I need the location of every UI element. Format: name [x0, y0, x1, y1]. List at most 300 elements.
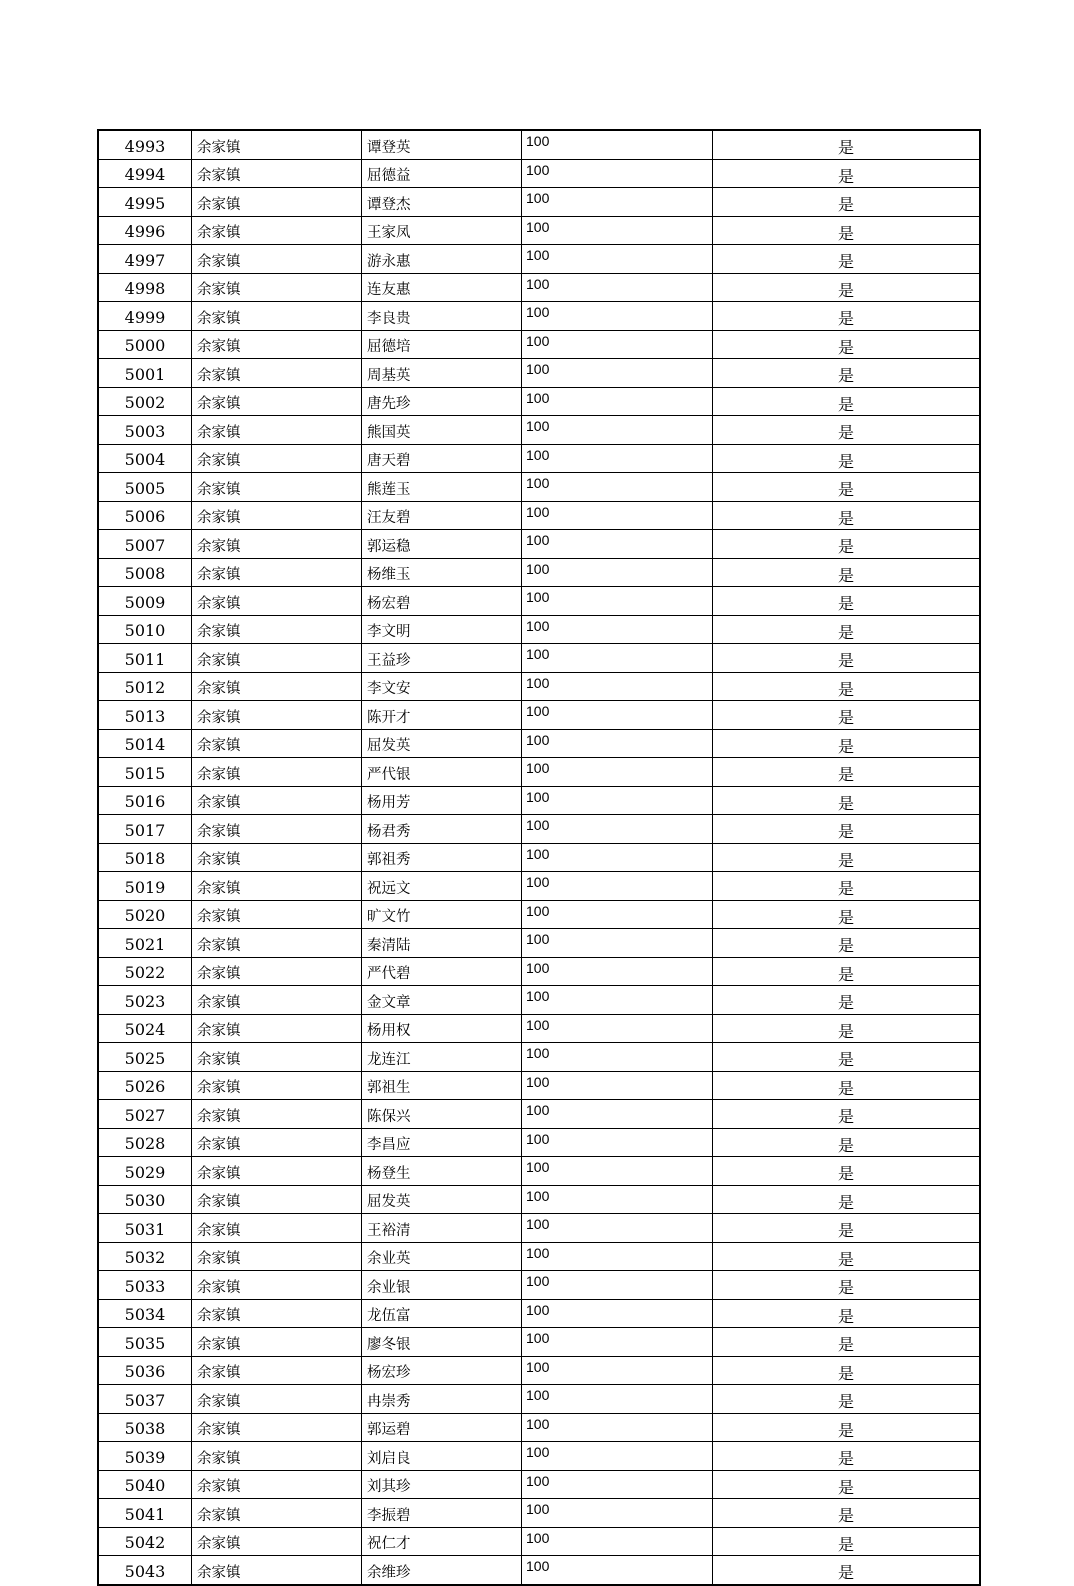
amount-cell: 100 — [522, 473, 713, 502]
status-cell: 是 — [713, 672, 981, 701]
status-cell: 是 — [713, 530, 981, 559]
amount-cell: 100 — [522, 1470, 713, 1499]
town-cell: 余家镇 — [192, 1100, 362, 1129]
table-row — [98, 302, 980, 331]
table-row — [98, 786, 980, 815]
town-cell: 余家镇 — [192, 900, 362, 929]
row-number-cell: 5020 — [98, 900, 192, 929]
status-cell: 是 — [713, 587, 981, 616]
town-cell: 余家镇 — [192, 501, 362, 530]
amount-cell: 100 — [522, 188, 713, 217]
row-number-cell: 5025 — [98, 1043, 192, 1072]
row-number-cell: 5035 — [98, 1328, 192, 1357]
town-cell: 余家镇 — [192, 330, 362, 359]
person-name-cell: 李文明 — [362, 615, 522, 644]
town-cell: 余家镇 — [192, 587, 362, 616]
table-row — [98, 1100, 980, 1129]
row-number-cell: 5004 — [98, 444, 192, 473]
row-number-cell: 5042 — [98, 1527, 192, 1556]
amount-cell: 100 — [522, 1556, 713, 1585]
row-number-cell: 5039 — [98, 1442, 192, 1471]
table-row — [98, 672, 980, 701]
amount-cell: 100 — [522, 1527, 713, 1556]
status-cell: 是 — [713, 872, 981, 901]
table-row — [98, 900, 980, 929]
row-number-cell: 5007 — [98, 530, 192, 559]
person-name-cell: 刘启良 — [362, 1442, 522, 1471]
town-cell: 余家镇 — [192, 245, 362, 274]
status-cell: 是 — [713, 786, 981, 815]
town-cell: 余家镇 — [192, 159, 362, 188]
row-number-cell: 5019 — [98, 872, 192, 901]
row-number-cell: 5013 — [98, 701, 192, 730]
status-cell: 是 — [713, 1356, 981, 1385]
town-cell: 余家镇 — [192, 615, 362, 644]
person-name-cell: 郭运稳 — [362, 530, 522, 559]
roster-table — [97, 129, 981, 1586]
person-name-cell: 屈发英 — [362, 1185, 522, 1214]
table-row — [98, 1328, 980, 1357]
town-cell: 余家镇 — [192, 1071, 362, 1100]
town-cell: 余家镇 — [192, 1413, 362, 1442]
row-number-cell: 5011 — [98, 644, 192, 673]
person-name-cell: 谭登英 — [362, 130, 522, 159]
town-cell: 余家镇 — [192, 644, 362, 673]
person-name-cell: 唐先珍 — [362, 387, 522, 416]
town-cell: 余家镇 — [192, 758, 362, 787]
row-number-cell: 5017 — [98, 815, 192, 844]
table-row — [98, 416, 980, 445]
person-name-cell: 余维珍 — [362, 1556, 522, 1585]
town-cell: 余家镇 — [192, 302, 362, 331]
table-row — [98, 245, 980, 274]
person-name-cell: 郭祖秀 — [362, 843, 522, 872]
town-cell: 余家镇 — [192, 701, 362, 730]
person-name-cell: 冉崇秀 — [362, 1385, 522, 1414]
town-cell: 余家镇 — [192, 1356, 362, 1385]
person-name-cell: 刘其珍 — [362, 1470, 522, 1499]
status-cell: 是 — [713, 644, 981, 673]
person-name-cell: 杨维玉 — [362, 558, 522, 587]
person-name-cell: 李文安 — [362, 672, 522, 701]
town-cell: 余家镇 — [192, 929, 362, 958]
amount-cell: 100 — [522, 701, 713, 730]
person-name-cell: 周基英 — [362, 359, 522, 388]
row-number-cell: 5034 — [98, 1299, 192, 1328]
table-row — [98, 1185, 980, 1214]
table-row — [98, 1470, 980, 1499]
status-cell: 是 — [713, 1100, 981, 1129]
status-cell: 是 — [713, 758, 981, 787]
status-cell: 是 — [713, 1014, 981, 1043]
table-row — [98, 501, 980, 530]
row-number-cell: 5037 — [98, 1385, 192, 1414]
row-number-cell: 4998 — [98, 273, 192, 302]
town-cell: 余家镇 — [192, 359, 362, 388]
town-cell: 余家镇 — [192, 1499, 362, 1528]
person-name-cell: 杨宏碧 — [362, 587, 522, 616]
table-row — [98, 1242, 980, 1271]
table-row — [98, 957, 980, 986]
town-cell: 余家镇 — [192, 1185, 362, 1214]
row-number-cell: 5018 — [98, 843, 192, 872]
status-cell: 是 — [713, 273, 981, 302]
person-name-cell: 唐天碧 — [362, 444, 522, 473]
person-name-cell: 余业英 — [362, 1242, 522, 1271]
amount-cell: 100 — [522, 273, 713, 302]
table-row — [98, 473, 980, 502]
town-cell: 余家镇 — [192, 1014, 362, 1043]
table-row — [98, 1071, 980, 1100]
amount-cell: 100 — [522, 900, 713, 929]
amount-cell: 100 — [522, 1442, 713, 1471]
town-cell: 余家镇 — [192, 216, 362, 245]
status-cell: 是 — [713, 558, 981, 587]
status-cell: 是 — [713, 900, 981, 929]
person-name-cell: 陈开才 — [362, 701, 522, 730]
person-name-cell: 连友惠 — [362, 273, 522, 302]
amount-cell: 100 — [522, 444, 713, 473]
amount-cell: 100 — [522, 872, 713, 901]
table-row — [98, 1043, 980, 1072]
table-row — [98, 644, 980, 673]
status-cell: 是 — [713, 615, 981, 644]
row-number-cell: 5030 — [98, 1185, 192, 1214]
town-cell: 余家镇 — [192, 558, 362, 587]
amount-cell: 100 — [522, 843, 713, 872]
person-name-cell: 秦清陆 — [362, 929, 522, 958]
town-cell: 余家镇 — [192, 387, 362, 416]
status-cell: 是 — [713, 1385, 981, 1414]
town-cell: 余家镇 — [192, 1385, 362, 1414]
status-cell: 是 — [713, 1157, 981, 1186]
amount-cell: 100 — [522, 1499, 713, 1528]
amount-cell: 100 — [522, 1043, 713, 1072]
row-number-cell: 5031 — [98, 1214, 192, 1243]
amount-cell: 100 — [522, 558, 713, 587]
person-name-cell: 严代碧 — [362, 957, 522, 986]
status-cell: 是 — [713, 815, 981, 844]
amount-cell: 100 — [522, 1071, 713, 1100]
town-cell: 余家镇 — [192, 1328, 362, 1357]
status-cell: 是 — [713, 1271, 981, 1300]
row-number-cell: 5036 — [98, 1356, 192, 1385]
table-row — [98, 558, 980, 587]
amount-cell: 100 — [522, 216, 713, 245]
amount-cell: 100 — [522, 1100, 713, 1129]
row-number-cell: 4993 — [98, 130, 192, 159]
status-cell: 是 — [713, 986, 981, 1015]
table-row — [98, 587, 980, 616]
table-row — [98, 444, 980, 473]
status-cell: 是 — [713, 1071, 981, 1100]
row-number-cell: 5003 — [98, 416, 192, 445]
table-row — [98, 729, 980, 758]
person-name-cell: 杨登生 — [362, 1157, 522, 1186]
table-row — [98, 843, 980, 872]
town-cell: 余家镇 — [192, 130, 362, 159]
status-cell: 是 — [713, 330, 981, 359]
row-number-cell: 5021 — [98, 929, 192, 958]
table-row — [98, 1014, 980, 1043]
table-row — [98, 1556, 980, 1585]
table-row — [98, 986, 980, 1015]
amount-cell: 100 — [522, 1157, 713, 1186]
status-cell: 是 — [713, 359, 981, 388]
amount-cell: 100 — [522, 729, 713, 758]
row-number-cell: 5002 — [98, 387, 192, 416]
row-number-cell: 5010 — [98, 615, 192, 644]
town-cell: 余家镇 — [192, 815, 362, 844]
table-row — [98, 1413, 980, 1442]
table-row — [98, 1385, 980, 1414]
town-cell: 余家镇 — [192, 1271, 362, 1300]
amount-cell: 100 — [522, 1128, 713, 1157]
amount-cell: 100 — [522, 1328, 713, 1357]
table-row — [98, 1271, 980, 1300]
amount-cell: 100 — [522, 130, 713, 159]
amount-cell: 100 — [522, 815, 713, 844]
person-name-cell: 熊国英 — [362, 416, 522, 445]
status-cell: 是 — [713, 1043, 981, 1072]
row-number-cell: 5015 — [98, 758, 192, 787]
person-name-cell: 游永惠 — [362, 245, 522, 274]
person-name-cell: 廖冬银 — [362, 1328, 522, 1357]
row-number-cell: 5033 — [98, 1271, 192, 1300]
person-name-cell: 熊莲玉 — [362, 473, 522, 502]
row-number-cell: 5012 — [98, 672, 192, 701]
town-cell: 余家镇 — [192, 273, 362, 302]
table-row — [98, 216, 980, 245]
status-cell: 是 — [713, 245, 981, 274]
town-cell: 余家镇 — [192, 530, 362, 559]
amount-cell: 100 — [522, 786, 713, 815]
person-name-cell: 屈发英 — [362, 729, 522, 758]
table-row — [98, 701, 980, 730]
table-row — [98, 387, 980, 416]
status-cell: 是 — [713, 1413, 981, 1442]
person-name-cell: 李振碧 — [362, 1499, 522, 1528]
status-cell: 是 — [713, 843, 981, 872]
status-cell: 是 — [713, 729, 981, 758]
row-number-cell: 5043 — [98, 1556, 192, 1585]
town-cell: 余家镇 — [192, 843, 362, 872]
amount-cell: 100 — [522, 530, 713, 559]
amount-cell: 100 — [522, 615, 713, 644]
person-name-cell: 杨君秀 — [362, 815, 522, 844]
row-number-cell: 5016 — [98, 786, 192, 815]
status-cell: 是 — [713, 1556, 981, 1585]
table-row — [98, 1299, 980, 1328]
amount-cell: 100 — [522, 245, 713, 274]
table-row — [98, 359, 980, 388]
row-number-cell: 5032 — [98, 1242, 192, 1271]
status-cell: 是 — [713, 929, 981, 958]
row-number-cell: 5006 — [98, 501, 192, 530]
person-name-cell: 杨用权 — [362, 1014, 522, 1043]
amount-cell: 100 — [522, 501, 713, 530]
status-cell: 是 — [713, 473, 981, 502]
status-cell: 是 — [713, 416, 981, 445]
amount-cell: 100 — [522, 644, 713, 673]
table-row — [98, 273, 980, 302]
person-name-cell: 屈德培 — [362, 330, 522, 359]
status-cell: 是 — [713, 1499, 981, 1528]
amount-cell: 100 — [522, 1185, 713, 1214]
status-cell: 是 — [713, 1299, 981, 1328]
status-cell: 是 — [713, 387, 981, 416]
amount-cell: 100 — [522, 929, 713, 958]
status-cell: 是 — [713, 957, 981, 986]
person-name-cell: 龙伍富 — [362, 1299, 522, 1328]
amount-cell: 100 — [522, 359, 713, 388]
row-number-cell: 5001 — [98, 359, 192, 388]
table-row — [98, 872, 980, 901]
row-number-cell: 5028 — [98, 1128, 192, 1157]
amount-cell: 100 — [522, 1271, 713, 1300]
town-cell: 余家镇 — [192, 1214, 362, 1243]
amount-cell: 100 — [522, 1014, 713, 1043]
person-name-cell: 屈德益 — [362, 159, 522, 188]
table-row — [98, 1128, 980, 1157]
amount-cell: 100 — [522, 330, 713, 359]
town-cell: 余家镇 — [192, 986, 362, 1015]
status-cell: 是 — [713, 188, 981, 217]
person-name-cell: 祝仁才 — [362, 1527, 522, 1556]
table-row — [98, 130, 980, 159]
table-row — [98, 615, 980, 644]
row-number-cell: 4996 — [98, 216, 192, 245]
row-number-cell: 5005 — [98, 473, 192, 502]
row-number-cell: 5040 — [98, 1470, 192, 1499]
amount-cell: 100 — [522, 672, 713, 701]
person-name-cell: 李良贵 — [362, 302, 522, 331]
amount-cell: 100 — [522, 1385, 713, 1414]
table-row — [98, 1356, 980, 1385]
town-cell: 余家镇 — [192, 1242, 362, 1271]
status-cell: 是 — [713, 1470, 981, 1499]
town-cell: 余家镇 — [192, 1157, 362, 1186]
person-name-cell: 王家凤 — [362, 216, 522, 245]
table-row — [98, 815, 980, 844]
amount-cell: 100 — [522, 302, 713, 331]
status-cell: 是 — [713, 1214, 981, 1243]
town-cell: 余家镇 — [192, 1556, 362, 1585]
town-cell: 余家镇 — [192, 444, 362, 473]
status-cell: 是 — [713, 1328, 981, 1357]
status-cell: 是 — [713, 130, 981, 159]
town-cell: 余家镇 — [192, 1299, 362, 1328]
amount-cell: 100 — [522, 1214, 713, 1243]
town-cell: 余家镇 — [192, 1128, 362, 1157]
amount-cell: 100 — [522, 587, 713, 616]
table-row — [98, 758, 980, 787]
amount-cell: 100 — [522, 159, 713, 188]
amount-cell: 100 — [522, 986, 713, 1015]
person-name-cell: 郭祖生 — [362, 1071, 522, 1100]
town-cell: 余家镇 — [192, 729, 362, 758]
person-name-cell: 汪友碧 — [362, 501, 522, 530]
table-row — [98, 1214, 980, 1243]
amount-cell: 100 — [522, 957, 713, 986]
row-number-cell: 5027 — [98, 1100, 192, 1129]
person-name-cell: 王益珍 — [362, 644, 522, 673]
town-cell: 余家镇 — [192, 872, 362, 901]
status-cell: 是 — [713, 302, 981, 331]
status-cell: 是 — [713, 1527, 981, 1556]
row-number-cell: 5026 — [98, 1071, 192, 1100]
status-cell: 是 — [713, 1185, 981, 1214]
person-name-cell: 严代银 — [362, 758, 522, 787]
status-cell: 是 — [713, 444, 981, 473]
row-number-cell: 4994 — [98, 159, 192, 188]
person-name-cell: 杨宏珍 — [362, 1356, 522, 1385]
table-row — [98, 1442, 980, 1471]
table-row — [98, 159, 980, 188]
row-number-cell: 4997 — [98, 245, 192, 274]
town-cell: 余家镇 — [192, 473, 362, 502]
town-cell: 余家镇 — [192, 416, 362, 445]
table-row — [98, 1157, 980, 1186]
table-row — [98, 530, 980, 559]
person-name-cell: 龙连江 — [362, 1043, 522, 1072]
row-number-cell: 5014 — [98, 729, 192, 758]
table-row — [98, 188, 980, 217]
town-cell: 余家镇 — [192, 1442, 362, 1471]
town-cell: 余家镇 — [192, 1527, 362, 1556]
amount-cell: 100 — [522, 1413, 713, 1442]
table-row — [98, 1527, 980, 1556]
table-row — [98, 929, 980, 958]
row-number-cell: 5041 — [98, 1499, 192, 1528]
status-cell: 是 — [713, 216, 981, 245]
amount-cell: 100 — [522, 1299, 713, 1328]
person-name-cell: 李昌应 — [362, 1128, 522, 1157]
person-name-cell: 陈保兴 — [362, 1100, 522, 1129]
amount-cell: 100 — [522, 1242, 713, 1271]
town-cell: 余家镇 — [192, 1043, 362, 1072]
person-name-cell: 旷文竹 — [362, 900, 522, 929]
person-name-cell: 谭登杰 — [362, 188, 522, 217]
person-name-cell: 杨用芳 — [362, 786, 522, 815]
status-cell: 是 — [713, 1442, 981, 1471]
status-cell: 是 — [713, 501, 981, 530]
row-number-cell: 5022 — [98, 957, 192, 986]
person-name-cell: 王裕清 — [362, 1214, 522, 1243]
row-number-cell: 5000 — [98, 330, 192, 359]
town-cell: 余家镇 — [192, 188, 362, 217]
amount-cell: 100 — [522, 387, 713, 416]
row-number-cell: 5009 — [98, 587, 192, 616]
amount-cell: 100 — [522, 1356, 713, 1385]
status-cell: 是 — [713, 159, 981, 188]
person-name-cell: 金文章 — [362, 986, 522, 1015]
person-name-cell: 余业银 — [362, 1271, 522, 1300]
amount-cell: 100 — [522, 416, 713, 445]
person-name-cell: 祝远文 — [362, 872, 522, 901]
roster-table-body — [98, 130, 980, 1585]
row-number-cell: 4995 — [98, 188, 192, 217]
amount-cell: 100 — [522, 758, 713, 787]
table-row — [98, 330, 980, 359]
town-cell: 余家镇 — [192, 786, 362, 815]
status-cell: 是 — [713, 1128, 981, 1157]
row-number-cell: 5038 — [98, 1413, 192, 1442]
table-row — [98, 1499, 980, 1528]
town-cell: 余家镇 — [192, 957, 362, 986]
row-number-cell: 5024 — [98, 1014, 192, 1043]
town-cell: 余家镇 — [192, 1470, 362, 1499]
